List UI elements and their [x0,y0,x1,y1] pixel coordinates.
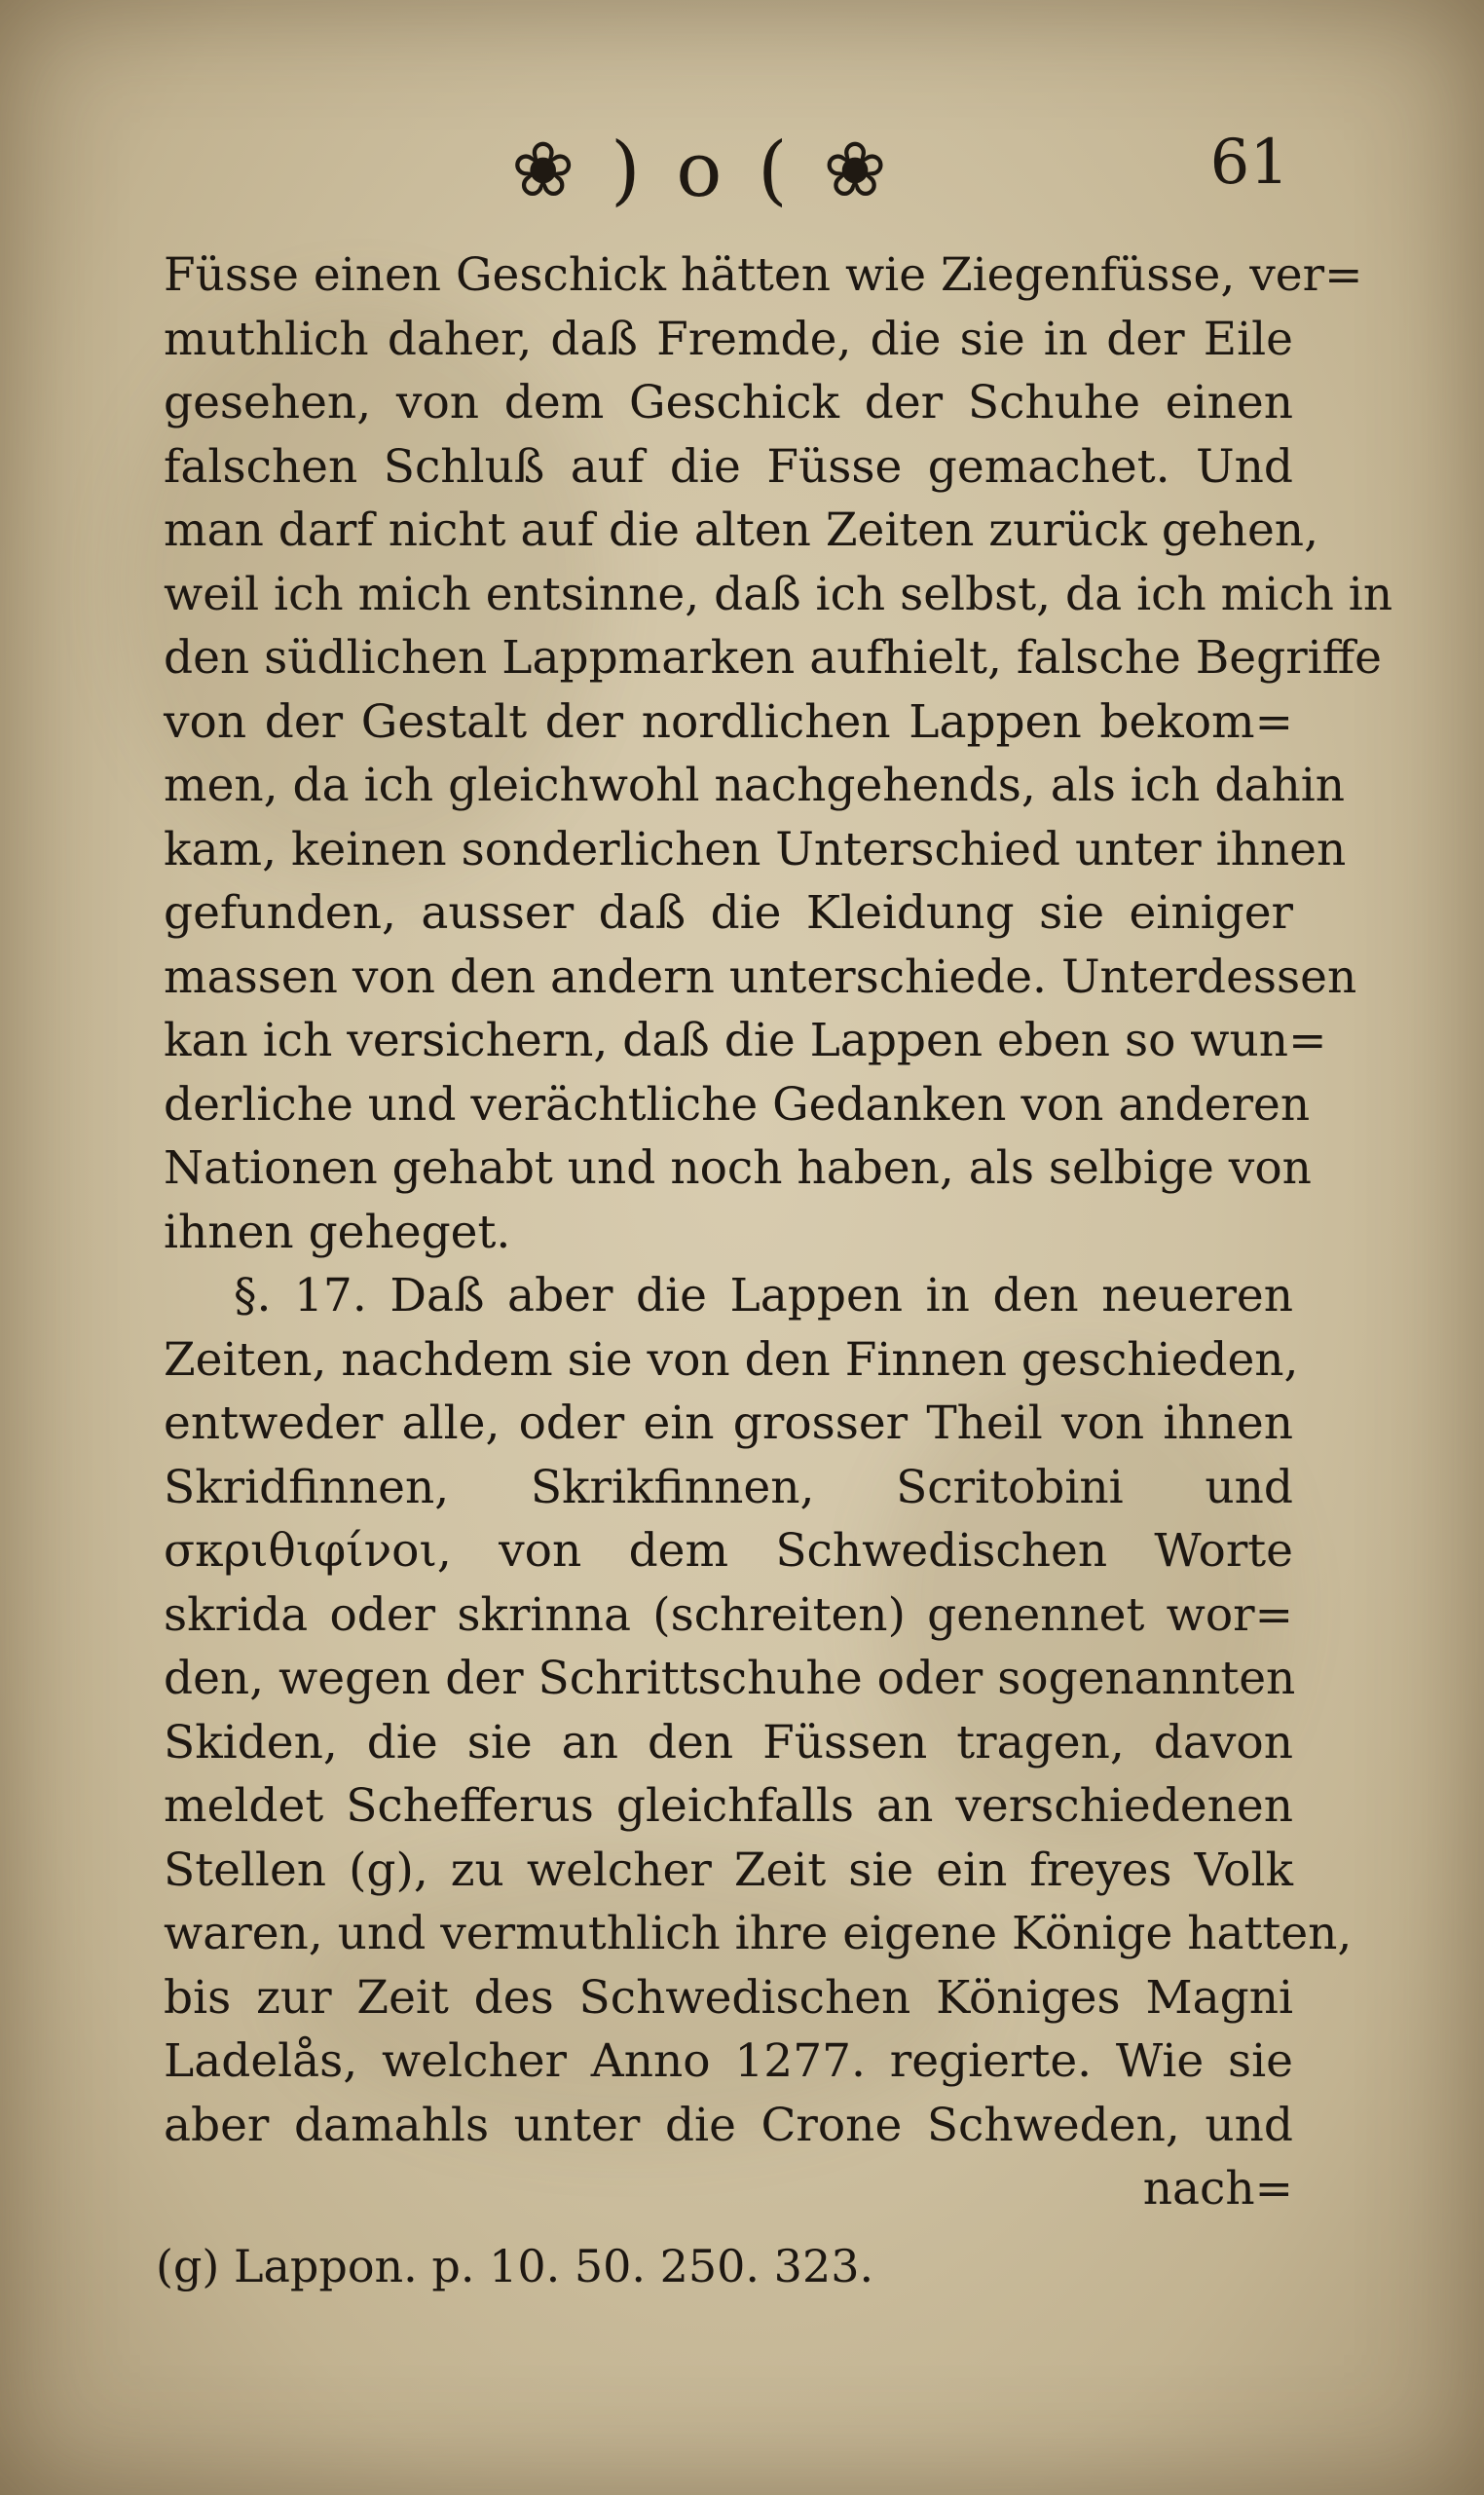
text-line: weil ich mich entsinne, daß ich selbst, da ich mich in [164,567,1393,621]
text-line: den, wegen der Schrittschuhe oder sogenannten [164,1652,1296,1705]
text-line: muthlich daher, daß Fremde, die sie in der Eile [164,312,1293,366]
header-ornament: ❀ ) o ( ❀ [511,127,893,214]
text-line: kan ich versichern, daß die Lappen eben so wun= [164,1014,1327,1067]
text-line: Stellen (g), zu welcher Zeit sie ein freyes Volk [164,1843,1293,1897]
text-line: Zeiten, nachdem sie von den Finnen geschieden, [164,1332,1299,1387]
text-line: falschen Schluß auf die Füsse gemachet. Und [164,439,1293,494]
text-line: von der Gestalt der nordlichen Lappen bekom= [164,694,1293,749]
catchword: nach= [1142,2162,1293,2216]
text-line: Skiden, die sie an den Füssen tragen, davon [164,1715,1293,1769]
page-header [0,117,1484,224]
text-line: gefunden, ausser daß die Kleidung sie einiger [164,886,1293,940]
text-line: ihnen geheget. [164,1205,511,1259]
body-text [164,243,1393,2221]
text-line: Füsse einen Geschick hätten wie Ziegenfüsse, ver= [164,248,1363,302]
text-line: man darf nicht auf die alten Zeiten zurück gehen, [164,503,1319,557]
text-line: σκριθιφίνοι, von dem Schwedischen Worte [164,1524,1293,1578]
page-number: 61 [1209,127,1289,199]
text-line: men, da ich gleichwohl nachgehends, als ich dahin [164,759,1346,812]
text-line: Nationen gehabt und noch haben, als selbige von [164,1141,1312,1195]
text-line: gesehen, von dem Geschick der Schuhe einen [164,376,1293,429]
text-line: meldet Schefferus gleichfalls an verschiedenen [164,1779,1293,1833]
text-line: skrida oder skrinna (schreiten) genennet wor= [164,1587,1293,1642]
text-line: kam, keinen sonderlichen Unterschied unter ihnen [164,822,1347,876]
text-line: waren, und vermuthlich ihre eigene Könige hatten, [164,1907,1353,1960]
text-line: massen von den andern unterschiede. Unterdessen [164,950,1357,1004]
text-line: entweder alle, oder ein grosser Theil von ihnen [164,1396,1293,1450]
section-heading-line: §. 17. Daß aber die Lappen in den neueren [234,1269,1293,1322]
text-line: bis zur Zeit des Schwedischen Königes Magni [164,1970,1293,2025]
text-line: Ladelås, welcher Anno 1277. regierte. Wie sie [164,2034,1293,2088]
text-line: Skridfinnen, Skrikfinnen, Scritobini und [164,1460,1293,1514]
text-line: derliche und verächtliche Gedanken von anderen [164,1077,1311,1132]
text-line: aber damahls unter die Crone Schweden, und [164,2098,1293,2152]
text-line: den südlichen Lappmarken aufhielt, falsche Begriffe [164,631,1382,685]
footnote: (g) Lappon. p. 10. 50. 250. 323. [156,2240,874,2292]
